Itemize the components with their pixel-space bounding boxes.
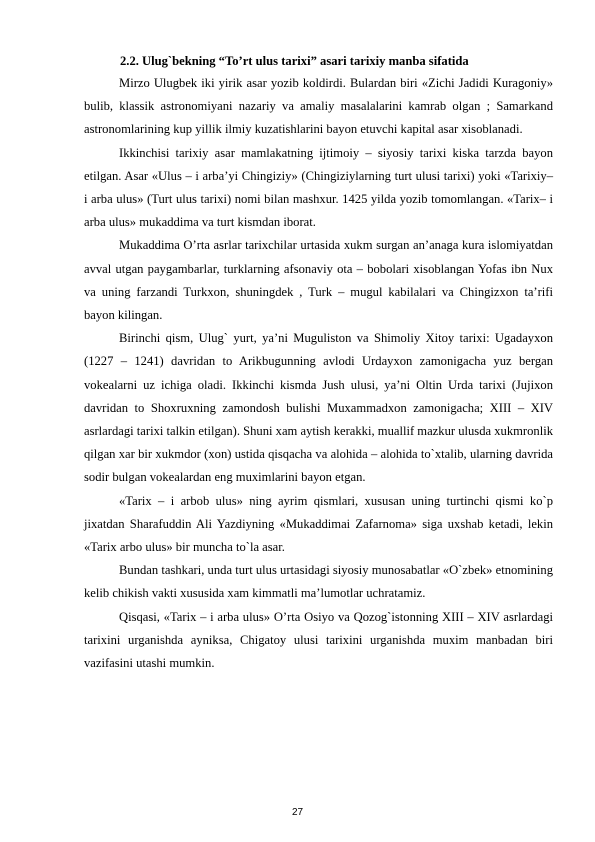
paragraph: Mirzo Ulugbek iki yirik asar yozib koldirdi. Bulardan biri «Zichi Jadidi Kuragoniy» bulib, klassik astronomiyani nazariy va amaliy masalalarini kamrab olgan ; Samarkand astronomlarining kup yillik ilmiy kuzatishlarini bayon etuvchi kapital asar xisoblanadi. (84, 76, 553, 137)
paragraph: «Tarix – i arbob ulus» ning ayrim qismlari, xususan uning turtinchi qismi ko`p jixatdan Sharafuddin Ali Yazdiyning «Mukaddimai Zafarnoma» siga uxshab ketadi, lekin «Tarix arbo ulus» bir muncha to`la asar. (84, 493, 553, 555)
paragraph: Mukaddima O’rta asrlar tarixchilar urtasida xukm surgan an’anaga kura islomiyatdan avval utgan paygambarlar, turklarning afsonaviy ota – bobolari xisoblangan Yofas ibn Nux va uning farzandi Turkxon, shuningdek , Turk – mugul kabilalari va Chingizxon ta’rifi bayon kilingan. (84, 238, 553, 323)
paragraph: Ikkinchisi tarixiy asar mamlakatning ijtimoiy – siyosiy tarixi kiska tarzda bayon etilgan. Asar «Ulus – i arba’yi Chingiziy» (Chingiziylarning turt ulusi tarixi) yoki «Tarixiy– i arba ulus» (Turt ulus tarixi) nomi bilan mashxur. 1425 yilda yozib tomomlangan. «Tarix– i arba ulus» mukaddima va turt kismdan iborat. (84, 145, 553, 230)
section-heading: 2.2. Ulug`bekning “To’rt ulus tarixi” asari tarixiy manba sifatida (120, 54, 469, 68)
paragraph: Birinchi qism, Ulug` yurt, ya’ni Muguliston va Shimoliy Xitoy tarixi: Ugadayxon (1227 – 1241) davridan to Arikbugunning avlodi Urdayxon zamonigacha yuz bergan vokealarni uz ichiga oladi. Ikkinchi kismda Jush ulusi, ya’ni Oltin Urda tarixi (Jujixon davridan to Shoxruxning zamondosh bulishi Muxammadxon zamonigacha; XIII – XIV asrlardagi tarixi talkin etilgan). Shuni xam aytish kerakki, muallif mazkur ulusda xukmronlik qilgan xar bir xukmdor (xon) ustida qisqacha va alohida – alohida to`xtalib, ularning davrida sodir bulgan vokealardan eng muximlarini bayon etgan. (84, 331, 554, 485)
document-page (84, 52, 553, 675)
page-number: 27 (291, 807, 304, 818)
paragraph: Bundan tashkari, unda turt ulus urtasidagi siyosiy munosabatlar «O`zbek» etnomining kelib chikish vakti xususida xam kimmatli ma’lumotlar uchratamiz. (84, 563, 553, 601)
paragraph: Qisqasi, «Tarix – i arba ulus» O’rta Osiyo va Qozog`istonning XIII – XIV asrlardagi tarixini urganishda ayniksa, Chigatoy ulusi tarixini urganishda muxim manbadan biri vazifasini utashi mumkin. (84, 609, 553, 671)
